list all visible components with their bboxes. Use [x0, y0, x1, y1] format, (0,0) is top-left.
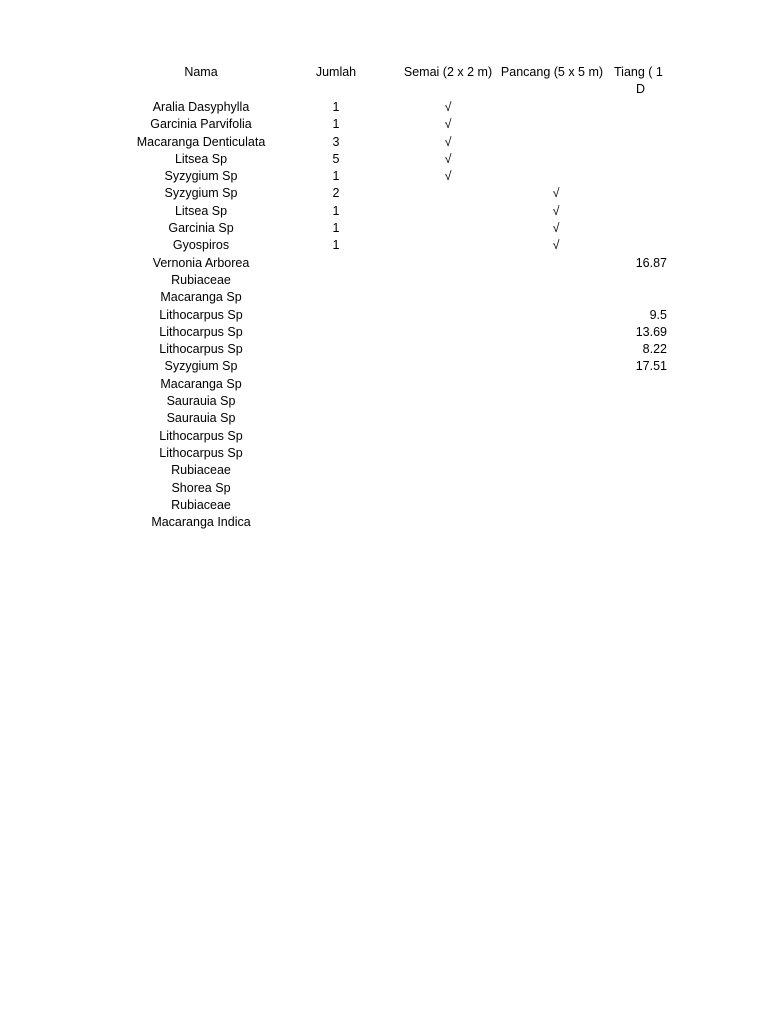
cell-semai: √: [444, 134, 452, 149]
column-header-nama: Nama: [184, 65, 218, 79]
table-row: [0, 151, 668, 168]
table-row: [0, 168, 668, 185]
table-row: [0, 514, 668, 531]
cell-nama: Rubiaceae: [171, 272, 231, 287]
cell-tiang: 9.5: [649, 307, 667, 322]
table-row: [0, 307, 668, 324]
table-body: [0, 99, 668, 531]
table-row: [0, 99, 668, 116]
column-header-jumlah: Jumlah: [315, 65, 357, 79]
cell-nama: Lithocarpus Sp: [159, 445, 243, 460]
cell-nama: Macaranga Indica: [151, 515, 251, 530]
cell-nama: Lithocarpus Sp: [159, 428, 243, 443]
table-row: [0, 324, 668, 341]
cell-nama: Macaranga Sp: [160, 290, 242, 305]
table-row: [0, 203, 668, 220]
cell-nama: Aralia Dasyphylla: [152, 100, 250, 114]
cell-jumlah: 1: [332, 238, 340, 253]
cell-semai: √: [444, 151, 452, 166]
cell-nama: Litsea Sp: [174, 203, 228, 218]
cell-jumlah: 2: [332, 186, 340, 201]
table-row: [0, 289, 668, 306]
cell-nama: Syzygium Sp: [164, 359, 238, 374]
table-row: [0, 272, 668, 289]
cell-jumlah: 3: [332, 134, 340, 149]
cell-jumlah: 1: [332, 203, 340, 218]
table-row: [0, 480, 668, 497]
cell-nama: Garcinia Parvifolia: [150, 117, 252, 132]
cell-nama: Saurauia Sp: [166, 394, 236, 409]
cell-semai: √: [444, 169, 452, 184]
cell-nama: Lithocarpus Sp: [159, 307, 243, 322]
table-row: [0, 220, 668, 237]
table-row: [0, 341, 668, 358]
column-header-semai: Semai (2 x 2 m): [403, 65, 493, 79]
cell-jumlah: 1: [332, 169, 340, 184]
cell-nama: Vernonia Arborea: [152, 255, 250, 270]
cell-tiang: 16.87: [635, 255, 667, 270]
cell-nama: Syzygium Sp: [164, 186, 238, 201]
cell-nama: Garcinia Sp: [168, 221, 234, 236]
table-row: [0, 358, 668, 375]
cell-tiang: 17.51: [635, 359, 667, 374]
cell-jumlah: 5: [332, 151, 340, 166]
table-row: [0, 428, 668, 445]
cell-jumlah: 1: [332, 100, 340, 114]
cell-pancang: √: [552, 221, 560, 236]
cell-jumlah: 1: [332, 221, 340, 236]
table-row: [0, 255, 668, 272]
cell-nama: Macaranga Sp: [160, 376, 242, 391]
cell-nama: Macaranga Denticulata: [136, 134, 266, 149]
table-row: [0, 237, 668, 254]
table-row: [0, 410, 668, 427]
table-row: [0, 116, 668, 133]
cell-nama: Gyospiros: [172, 238, 230, 253]
cell-nama: Saurauia Sp: [166, 411, 236, 426]
table-row: [0, 134, 668, 151]
table-row: [0, 185, 668, 202]
column-header-pancang: Pancang (5 x 5 m): [500, 65, 604, 79]
cell-tiang: 13.69: [635, 324, 667, 339]
cell-semai: √: [444, 100, 452, 114]
cell-nama: Rubiaceae: [171, 463, 231, 478]
cell-nama: Lithocarpus Sp: [159, 342, 243, 357]
column-header-tiang-subline: D: [636, 82, 646, 97]
cell-nama: Shorea Sp: [171, 480, 231, 495]
table-row: [0, 462, 668, 479]
cell-pancang: √: [552, 186, 560, 201]
cell-nama: Syzygium Sp: [164, 169, 238, 184]
cell-pancang: √: [552, 203, 560, 218]
table-header-row: [0, 64, 668, 100]
cell-tiang: 8.22: [642, 342, 667, 357]
cell-jumlah: 1: [332, 117, 340, 132]
table-row: [0, 445, 668, 462]
column-header-tiang: Tiang ( 1: [614, 65, 663, 79]
table-row: [0, 376, 668, 393]
cell-semai: √: [444, 117, 452, 132]
cell-nama: Rubiaceae: [171, 497, 231, 512]
cell-nama: Lithocarpus Sp: [159, 324, 243, 339]
table-row: [0, 393, 668, 410]
cell-pancang: √: [552, 238, 560, 253]
table-row: [0, 497, 668, 514]
cell-nama: Litsea Sp: [174, 151, 228, 166]
